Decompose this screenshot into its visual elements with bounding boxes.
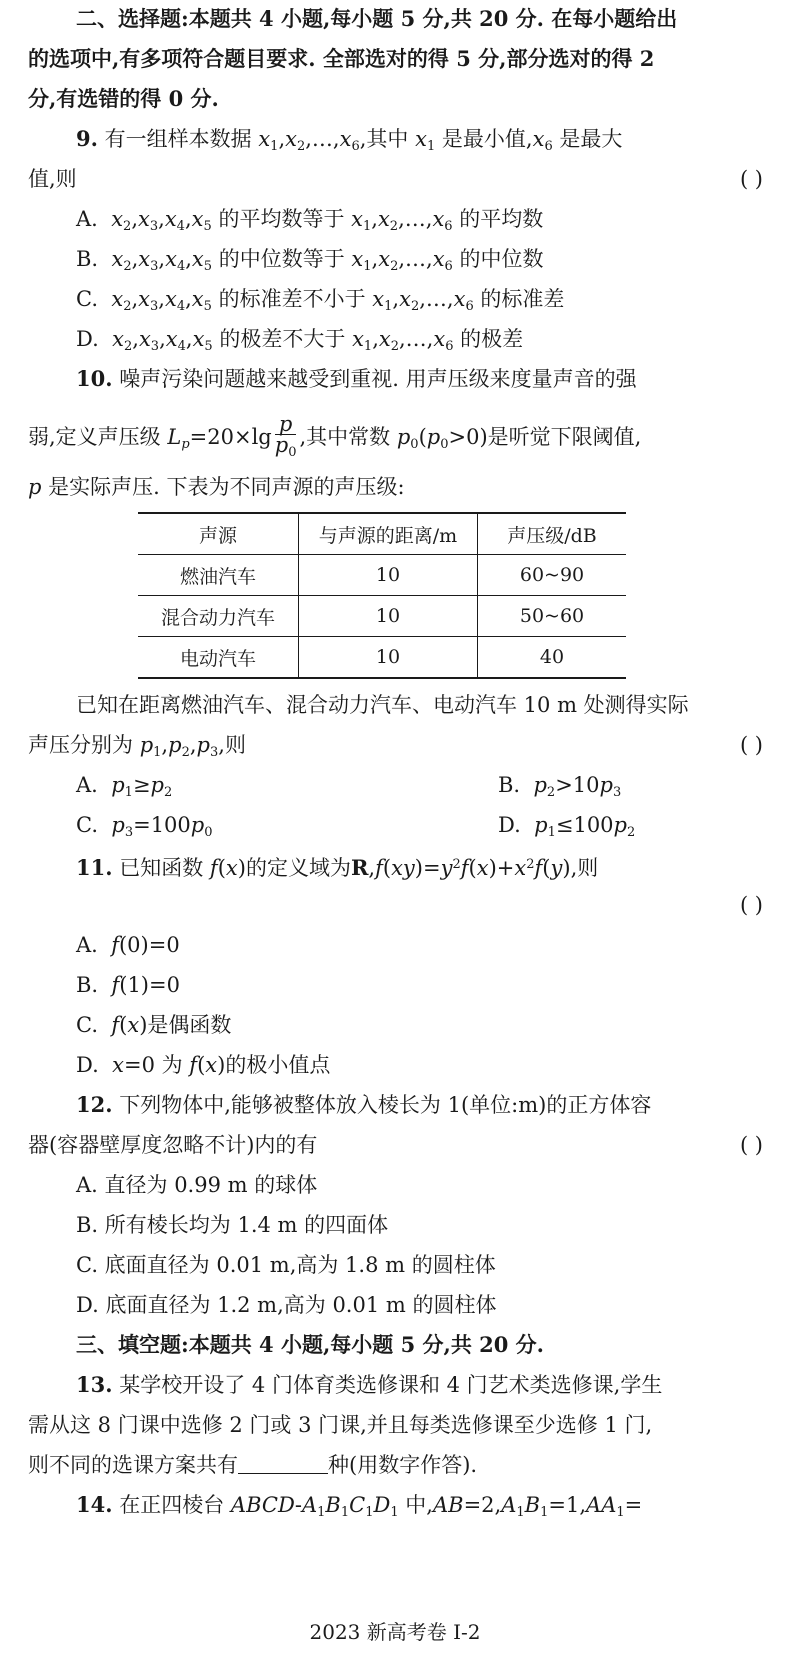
q14-stem: 14. 在正四棱台 ABCD-$A_1B_1C_1D_1$ 中$,AB=2,A_1B_1=1,AA_1=$: [76, 1492, 643, 1520]
q12-stem-cont: 器(容器壁厚度忽略不计)内的有 ( ): [28, 1130, 763, 1160]
answer-bracket: ( ): [739, 167, 763, 191]
q12-option-b: B. 所有棱长均为 1.4 m 的四面体: [76, 1213, 389, 1237]
q14-number: 14.: [76, 1492, 113, 1517]
pressure-fraction: $\frac{p}{p_0}$: [274, 412, 297, 460]
q10-stem: 10. 噪声污染问题越来越受到重视. 用声压级来度量声音的强: [76, 366, 637, 391]
q11-option-b: B. f(1)=0: [76, 973, 180, 997]
q11-option-d: D. x=0 为 f(x)的极小值点: [76, 1053, 331, 1077]
table-row: [138, 596, 626, 637]
q10-stem-formula: 弱,定义声压级 $L_p=20\times\lg$ $\frac{p}{p_0}$ ,其中常数 $p_0(p_0>0)$是听觉下限阈值,: [28, 414, 763, 463]
section-2-heading: 二、选择题:本题共 4 小题,每小题 5 分,共 20 分. 在每小题给出: [76, 6, 678, 31]
page-footer: 2023 新高考卷 Ⅰ-2: [309, 1620, 481, 1644]
section-3-heading: 三、填空题:本题共 4 小题,每小题 5 分,共 20 分.: [76, 1332, 544, 1357]
q12-option-c: C. 底面直径为 0.01 m,高为 1.8 m 的圆柱体: [76, 1253, 496, 1277]
q9-option-b: B. $x_2,x_3,x_4,x_5$ 的中位数等于 $x_1,x_2,\dots,x_6$ 的中位数: [76, 247, 544, 274]
q11-option-c: C. f(x)是偶函数: [76, 1013, 232, 1037]
q10-condition: 已知在距离燃油汽车、混合动力汽车、电动汽车 10 m 处测得实际: [76, 693, 689, 717]
answer-bracket: ( ): [739, 733, 763, 757]
q13-stem-cont: 需从这 8 门课中选修 2 门或 3 门课,并且每类选修课至少选修 1 门,: [28, 1413, 653, 1437]
table-cell: 10: [299, 637, 478, 679]
sound-level-table: [138, 512, 626, 679]
table-row: [138, 555, 626, 596]
section-2-heading-end: 分,有选错的得 0 分.: [28, 86, 219, 111]
q9-option-d: D. $x_2,x_3,x_4,x_5$ 的极差不大于 $x_1,x_2,\dots,x_6$ 的极差: [76, 327, 524, 354]
section-2-heading-cont: 的选项中,有多项符合题目要求. 全部选对的得 5 分,部分选对的得 2: [28, 46, 655, 71]
q13-stem: 13. 某学校开设了 4 门体育类选修课和 4 门艺术类选修课,学生: [76, 1372, 663, 1397]
q9-stem: 9. 有一组样本数据 $x_1,x_2,\dots,x_6$,其中 $x_1$ 是最小值$,x_6$ 是最大: [76, 126, 623, 154]
q13-stem-end: 则不同的选课方案共有 种(用数字作答).: [28, 1453, 478, 1477]
answer-bracket: ( ): [739, 893, 763, 917]
table-header-row: [138, 513, 626, 555]
q10-condition-cont: 声压分别为 $p_1,p_2,p_3$,则 ( ): [28, 730, 763, 768]
table-cell: 燃油汽车: [138, 555, 299, 596]
q12-option-d: D. 底面直径为 1.2 m,高为 0.01 m 的圆柱体: [76, 1293, 497, 1317]
q10-stem-end: p 是实际声压. 下表为不同声源的声压级:: [28, 475, 405, 499]
q9-number: 9.: [76, 126, 98, 151]
q10-option-d: D. $p_1\le 100p_2$: [498, 813, 636, 840]
table-cell: 10: [299, 596, 478, 637]
table-header: 声源: [138, 513, 299, 555]
answer-bracket: ( ): [739, 1133, 763, 1157]
table-cell: 60~90: [478, 555, 627, 596]
q11-stem: 11. 已知函数 f(x)的定义域为$R,f(xy)=y^2f(x)+x^2f(y)$,则: [76, 855, 599, 880]
q10-option-a: A. $p_1\ge p_2$: [76, 773, 173, 800]
table-cell: 10: [299, 555, 478, 596]
q13-number: 13.: [76, 1372, 113, 1397]
q10-option-b: B. $p_2>10p_3$: [498, 773, 622, 800]
q9-option-c: C. $x_2,x_3,x_4,x_5$ 的标准差不小于 $x_1,x_2,\dots,x_6$ 的标准差: [76, 287, 565, 314]
q12-stem: 12. 下列物体中,能够被整体放入棱长为 1(单位:m)的正方体容: [76, 1092, 652, 1117]
table-cell: 电动汽车: [138, 637, 299, 679]
q11-number: 11.: [76, 855, 113, 880]
q12-option-a: A. 直径为 0.99 m 的球体: [76, 1173, 318, 1197]
table-cell: 混合动力汽车: [138, 596, 299, 637]
q10-number: 10.: [76, 366, 113, 391]
q11-option-a: A. f(0)=0: [76, 933, 180, 957]
table-cell: 40: [539, 646, 565, 668]
table-row: [138, 637, 626, 679]
q12-number: 12.: [76, 1092, 113, 1117]
table-header: 声压级/dB: [478, 513, 627, 555]
q10-option-c: C. $p_3=100p_0$: [76, 813, 213, 840]
q9-option-a: A. $x_2,x_3,x_4,x_5$ 的平均数等于 $x_1,x_2,\dots,x_6$ 的平均数: [76, 207, 544, 234]
answer-blank[interactable]: [238, 1453, 328, 1474]
table-cell: 50~60: [478, 596, 627, 637]
table-header: 与声源的距离/m: [299, 513, 478, 555]
q9-stem-cont: 值,则 ( ): [28, 164, 763, 194]
